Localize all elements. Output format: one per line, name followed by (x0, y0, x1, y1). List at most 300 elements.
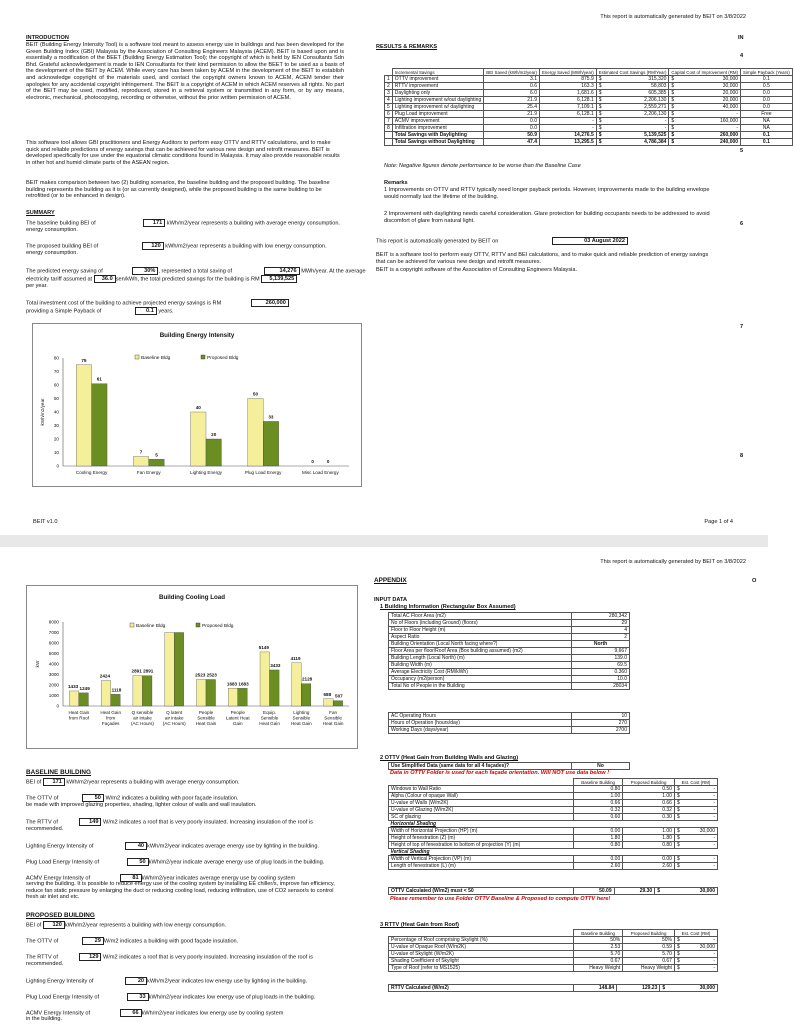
results-cell: $ (669, 76, 686, 83)
margin-label-o: O (752, 578, 757, 584)
table-row (389, 951, 718, 958)
x-tick-label: Equip. Sensible Heat Gain (259, 710, 280, 726)
bar (270, 670, 280, 706)
results-cell: 160,000 (686, 118, 740, 125)
results-cell: 30,000 (686, 83, 740, 90)
table-cell: 0.67 (623, 958, 675, 965)
y-tick-label: 0 (56, 463, 59, 469)
bar (263, 421, 278, 466)
building-info-value: 29 (572, 620, 630, 627)
results-cell: $ (669, 83, 686, 90)
table-cell: Alpha (Colour of opaque Wall) (389, 793, 574, 800)
table-cell: - (686, 958, 718, 965)
summary-saving: The predicted energy saving of 30% , represented a total saving of 14,276 MWh/year. At the average (26, 268, 366, 275)
results-cell (385, 132, 393, 139)
results-cell: $ (596, 83, 612, 90)
table-row (389, 944, 718, 951)
data-label: 0 (326, 459, 330, 464)
building-info-label: Total No of People in the Building (389, 683, 572, 690)
bar (292, 663, 302, 706)
building-info-label: Building Width (m) (389, 662, 572, 669)
ottv-table (388, 778, 718, 870)
table-cell: 0.66 (574, 800, 623, 807)
bar (76, 365, 91, 466)
section-3-title: 3 RTTV (Heat Gain from Roof) (380, 922, 459, 928)
y-tick-label: 10 (53, 450, 59, 456)
proposed-title: PROPOSED BUILDING (26, 912, 95, 919)
table-cell: $ (674, 835, 686, 842)
results-cell: 2,206,130 (612, 97, 669, 104)
results-cell: - (686, 111, 740, 118)
baseline-acmv-line2: serving the building. It is possible to reduce energy use of the cooling system by installing EE chiller/s, improve fan efficiency, reduce fan static pressure by enlarging the duct or reducing cooling load, reducing infiltration, use of CO2 sensor/s to control fresh air inlet and etc. (26, 881, 335, 901)
proposed-rttv-line2: recommended. (26, 961, 64, 967)
table-cell: $ (674, 965, 686, 972)
table-header: Est. Cost (RM) (674, 930, 717, 937)
simplified-data-table (388, 762, 630, 770)
operating-hours-label: Hours of Operation (hours/day) (389, 720, 572, 727)
table-cell: 50.09 (574, 888, 615, 895)
data-label: 40 (195, 405, 201, 410)
table-cell: SC of glazing (389, 814, 574, 821)
bar (196, 680, 206, 706)
table-cell: 1.80 (574, 835, 623, 842)
building-info-label: Total AC Floor Area (m2) (389, 613, 572, 620)
results-cell: $ (669, 118, 686, 125)
results-cell: 40,000 (686, 104, 740, 111)
table-cell: 5.70 (623, 951, 675, 958)
results-cell: 7 (385, 118, 393, 125)
table-cell: Shading Coefficient of Skylight (389, 958, 574, 965)
legend-swatch (196, 623, 200, 627)
legend-swatch (135, 355, 139, 359)
proposed-plug: Plug Load Energy Intensity of 33 kWh/m2/year indicates low energy use of plug loads in the building. (26, 994, 316, 1001)
results-cell: 0.1 (741, 76, 793, 83)
ottv-folder-note: Data in OTTV Folder is used for each façade orientation. Will NOT use data below ! (390, 770, 610, 776)
results-cell: Total Savings without Daylighting (392, 139, 483, 146)
x-tick-label: Plug Load Energy (244, 470, 282, 475)
table-row (389, 965, 718, 972)
generated-line: This report is automatically generated by BEIT on 03 August 2022 (376, 237, 628, 245)
table-cell: - (686, 800, 718, 807)
bar (133, 457, 148, 466)
table-cell: Width of Horizontal Projection (HP) (m) (389, 828, 574, 835)
table-cell: 50% (623, 937, 675, 944)
table-cell: $ (674, 800, 686, 807)
results-cell: $ (669, 90, 686, 97)
results-note: Note: Negative figures denote performance to be worse than the Baseline Case (384, 163, 581, 169)
x-tick-label: Fan Sensible Heat Gain (322, 710, 344, 726)
table-cell: 0.66 (623, 800, 675, 807)
baseline-ottv-box: 50 (82, 794, 104, 802)
table-cell: 30,000 (675, 985, 717, 992)
proposed-acmv-box: 66 (120, 1009, 142, 1017)
proposed-bei-value: 120 (142, 242, 164, 250)
table-cell: Length of fenestration (L) (m) (389, 863, 574, 870)
proposed-ottv-box: 29 (82, 937, 104, 945)
bar (324, 699, 334, 706)
table-cell: $ (674, 951, 686, 958)
table-row (389, 814, 718, 821)
table-header: Proposed Building (623, 930, 675, 937)
total-savings-value: 5,139,525 (261, 275, 297, 283)
results-cell: $ (596, 90, 612, 97)
results-cell: 240,000 (686, 139, 740, 146)
table-cell: - (686, 937, 718, 944)
table-row (389, 807, 718, 814)
building-info-value: 69.5 (572, 662, 630, 669)
x-tick-label: Cooling Energy (75, 470, 108, 475)
proposed-bei-box: 120 (43, 921, 65, 929)
results-cell: 5 (385, 104, 393, 111)
proposed-acmv: ACMV Energy Intensity of 66 kWh/m2/year indicates low energy use by cooling system (26, 1010, 284, 1017)
results-cell: Free (741, 111, 793, 118)
results-cell: 14,276.5 (540, 132, 597, 139)
ottv-remember-note: Please remember to use Folder OTTV Baseline & Proposed to compute OTTV here! (390, 896, 611, 902)
building-info-value: 10.0 (572, 676, 630, 683)
legend-label: Baseline Bldg (136, 624, 166, 629)
results-header: Simple Payback (Years) (741, 69, 793, 76)
table-header-row (389, 779, 718, 786)
table-row (389, 985, 718, 992)
table-row (389, 863, 718, 870)
rttv-calculated-table (388, 984, 718, 992)
bar (133, 676, 143, 706)
summary-proposed: The proposed building BEI of 120 kWh/m2/year represents a building with low energy consumption. (26, 243, 327, 250)
proposed-bei: BEI of 120 kWh/m2/year represents a building with low energy consumption. (26, 922, 227, 929)
table-cell: $ (674, 814, 686, 821)
results-cell: 21.9 (484, 97, 540, 104)
results-cell: 0.0 (741, 90, 793, 97)
table-cell: $ (674, 863, 686, 870)
y-tick-label: 4000 (48, 661, 59, 667)
table-cell: Heavy Weight (574, 965, 623, 972)
building-info-value: 2 (572, 634, 630, 641)
table-cell: $ (674, 937, 686, 944)
results-cell: 3 (385, 90, 393, 97)
payback-value: 0.1 (135, 307, 157, 315)
y-axis-label: kWh/m2/year (40, 398, 45, 426)
building-info-row (389, 676, 630, 683)
remark-1: 1 Improvements on OTTV and RTTV typically need longer payback periods. However, improvements made to the building envelope would normally last the lifetime of the building. (384, 187, 710, 200)
data-label: 5 (155, 452, 158, 458)
margin-label-4: 4 (740, 53, 744, 59)
results-cell: 6,128.1 (540, 111, 597, 118)
table-cell: 30,000 (672, 888, 718, 895)
bar (238, 688, 248, 706)
building-info-label: Building Orientation (Local North facing where?) (389, 641, 572, 648)
data-label: 2128 (301, 676, 313, 682)
saving-mwh-value: 14,276 (264, 267, 300, 275)
building-info-row (389, 641, 630, 648)
table-cell: 0.32 (574, 807, 623, 814)
intro-p1: BEIT (Building Energy Intensity Tool) is a software tool meant to assess energy use in buildings and has been developed for the Green Building Index (GBI) Malaysia by the Association of Consulting Engineers Malaysia (ACEM). BEIT is based upon and is essentially a modification of the BEET (Building Energy Estimation Tool); the copyright of which is held by IEN Consultants Sdn Bhd. Grateful acknowledgement is made to IEN Consultants for their kind permission to allow the BEET to be used as a basis of the development of the BEIT by ACEM. While every care has been taken by ACEM in the development of the BEIT to establish and acknowledge copyright of the materials used, and contact the copyright owners known to ACEM, ACEM tender their apologies for any accidental copyright infringement. The BEIT is a copyright of ACEM in which ACEM reserves all rights. No part of the BEIT may be used, modified, reproduced, stored in a retrieval system or transmitted in any form, or by any means, electronic, mechanical, photocopying, recording or otherwise, without the prior written permission of ACEM. (26, 42, 344, 101)
data-label: 61 (96, 376, 102, 382)
x-tick-label: People Latent Heat Gain (225, 710, 250, 726)
table-cell: U-value of Skylight (W/m2K) (389, 951, 574, 958)
results-cell: 6.0 (484, 90, 540, 97)
y-tick-label: 20 (53, 436, 59, 442)
legend-swatch (130, 623, 134, 627)
results-cell: 25.4 (484, 104, 540, 111)
building-info-row (389, 655, 630, 662)
building-info-row (389, 627, 630, 634)
x-tick-label: Q sensible air intake (AC Hours) (130, 710, 154, 726)
results-header: Incremental Savings (392, 69, 483, 76)
results-cell: Infiltration improvement (392, 125, 483, 132)
results-cell: 315,320 (612, 76, 669, 83)
data-label: 2891 (131, 668, 142, 674)
subheading: Vertical Shading (390, 849, 430, 855)
table-header: Baseline Building (574, 779, 623, 786)
building-info-label: Occupancy (m2/person) (389, 676, 572, 683)
table-cell: 50% (574, 937, 623, 944)
bar (149, 459, 164, 466)
y-tick-label: 8000 (48, 619, 59, 625)
building-info-value: North (572, 641, 630, 648)
building-info-value: 139.0 (572, 655, 630, 662)
table-row (389, 793, 718, 800)
table-row (389, 937, 718, 944)
page-2-header: This report is automatically generated by BEIT on 3/8/2022 (600, 559, 746, 565)
chart-title: Building Cooling Load (159, 594, 225, 601)
results-cell: - (540, 118, 597, 125)
table-cell: - (686, 786, 718, 793)
y-tick-label: 0 (56, 703, 59, 709)
results-row (385, 132, 793, 139)
data-label: 1118 (111, 687, 122, 693)
results-cell: - (686, 125, 740, 132)
results-cell: $ (596, 104, 612, 111)
table-cell: 0.59 (623, 944, 675, 951)
bar (92, 384, 107, 466)
bar (206, 439, 221, 466)
x-tick-label: Lighting Sensible Heat Gain (290, 710, 312, 726)
table-row (389, 856, 718, 863)
building-info-row (389, 683, 630, 690)
results-row (385, 90, 793, 97)
table-cell: 0.00 (623, 856, 675, 863)
summary-baseline: The baseline building BEI of 171 kWh/m2/year represents a building with average energy consumption. (26, 220, 340, 227)
results-cell: 13,295.5 (540, 139, 597, 146)
baseline-plug: Plug Load Energy Intensity of 50 kWh/m2/year indicate average energy use of plug loads in the building. (26, 859, 325, 866)
results-cell: Daylighting only (392, 90, 483, 97)
x-tick-label: Q latent air intake (AC Hours) (162, 710, 186, 726)
baseline-ottv-line2: be made with improved glazing properties, shading, lighter colour of walls and wall insulation. (26, 802, 257, 808)
building-info-table (388, 612, 630, 690)
table-cell: 2.60 (623, 863, 675, 870)
results-cell: 260,000 (686, 132, 740, 139)
table-cell: 0.00 (574, 856, 623, 863)
operating-hours-row (389, 720, 630, 727)
results-cell: $ (669, 125, 686, 132)
subheading: Horizontal Shading (390, 821, 437, 827)
saving-percent-value: 30% (132, 267, 158, 275)
table-cell: Heavy Weight (623, 965, 675, 972)
table-cell: $ (655, 888, 672, 895)
intro-title: INTRODUCTION (26, 35, 69, 41)
y-tick-label: 6000 (48, 640, 59, 646)
legend-label: Proposed Bldg (207, 356, 239, 361)
table-cell: - (686, 965, 718, 972)
results-cell: $ (596, 111, 612, 118)
results-cell: $ (669, 97, 686, 104)
cooling-load-chart-svg (27, 586, 357, 748)
table-cell: 30,000 (686, 828, 718, 835)
section-1-title: 1 Building Information (Rectangular Box Assumed) (380, 604, 516, 610)
margin-label-5: 5 (740, 148, 744, 154)
baseline-rttv: The RTTV of 149 W/m2 indicates a roof that is very poorly insulated. Increasing insulation of the roof is (26, 819, 313, 826)
bar (301, 684, 311, 706)
table-cell: 1.00 (623, 793, 675, 800)
operating-hours-value: 10 (572, 713, 630, 720)
y-tick-label: 30 (53, 423, 59, 429)
building-info-label: Floor Area per floor/Roof Area (Box building assumed) (m2) (389, 648, 572, 655)
simplified-label: Use Simplified Data (same data for all 4 façades)? (389, 763, 572, 770)
data-label: 3433 (270, 662, 281, 668)
results-title: RESULTS & REMARKS (376, 44, 438, 50)
results-cell: 58,803 (612, 83, 669, 90)
results-cell: $ (669, 139, 686, 146)
building-info-row (389, 669, 630, 676)
results-cell: 3.1 (484, 76, 540, 83)
results-cell: 6,128.1 (540, 97, 597, 104)
page-1-header: This report is automatically generated by BEIT on 3/8/2022 (600, 14, 746, 20)
legend-label: Baseline Bldg (141, 356, 171, 361)
results-cell: RTTV improvement (392, 83, 483, 90)
results-cell: Total Savings with Daylighting (392, 132, 483, 139)
summary-tariff: electricity tariff assumed at 36.0 sen/kWh, the total predicted savings for the building is RM 5,139,525 (26, 275, 297, 283)
data-label: 2523 (206, 672, 217, 678)
data-label: 1433 (68, 683, 79, 689)
table-cell: 0.80 (574, 786, 623, 793)
building-info-value: 0.360 (572, 669, 630, 676)
table-cell: 0.32 (623, 807, 675, 814)
building-info-row (389, 634, 630, 641)
results-row (385, 104, 793, 111)
building-info-label: Aspect Ratio (389, 634, 572, 641)
bar (142, 676, 152, 706)
results-header-blank (385, 69, 393, 76)
table-cell: 2.60 (574, 863, 623, 870)
data-label: 2424 (99, 673, 111, 679)
results-cell: $ (596, 76, 612, 83)
margin-label-6: 6 (740, 221, 744, 227)
baseline-ottv: The OTTV of 50 W/m2 indicates a building with poor façade insulation. (26, 795, 239, 802)
table-cell: 0.80 (623, 842, 675, 849)
bar (191, 412, 206, 466)
results-row (385, 83, 793, 90)
results-cell: 20,000 (686, 90, 740, 97)
results-header-row (385, 69, 793, 76)
page-1-footer-left: BEIT v1.0 (33, 519, 58, 525)
generated-date: 03 August 2022 (552, 237, 628, 245)
table-cell: - (686, 814, 718, 821)
results-cell: 2,559,271 (612, 104, 669, 111)
input-data-title: INPUT DATA (374, 597, 408, 603)
table-cell: $ (674, 793, 686, 800)
bar (228, 688, 238, 706)
intro-p3: BEIT makes comparison between two (2) building scenarios, the baseline building and the proposed building. The baseline building represents the building as it is (or as currently designed), while the proposed building is the same building to be retrofitted (or to be enhanced in design). (26, 180, 330, 200)
data-label: 0 (311, 459, 314, 464)
results-cell: 7,109.1 (540, 104, 597, 111)
x-tick-label: Fan Energy (136, 470, 161, 475)
results-cell: 4 (385, 97, 393, 104)
table-header: Est. Cost (RM) (674, 779, 717, 786)
proposed-lighting: Lighting Energy Intensity of 20 kWh/m2/year indicates low energy use by lighting in the building. (26, 978, 308, 985)
page-separator (0, 535, 768, 547)
bar (174, 633, 184, 707)
y-tick-label: 50 (53, 396, 59, 402)
energy-intensity-chart (32, 323, 362, 487)
building-info-row (389, 613, 630, 620)
table-cell: 0.50 (623, 786, 675, 793)
table-cell: Windows to Wall Ratio (389, 786, 574, 793)
operating-hours-label: AC Operating Hours (389, 713, 572, 720)
table-cell: 5.70 (574, 951, 623, 958)
table-cell: $ (674, 944, 686, 951)
table-cell: OTTV Calculated (W/m2) must < 50 (389, 888, 574, 895)
baseline-acmv: ACMV Energy Intensity of 81 kWh/m2/year indicates average energy use by cooling system (26, 875, 296, 882)
results-cell: $ (596, 118, 612, 125)
data-label: 2523 (195, 672, 206, 678)
table-cell: - (686, 835, 718, 842)
ottv-calculated-table (388, 887, 718, 895)
appendix-title: APPENDIX (374, 577, 407, 584)
proposed-rttv: The RTTV of 129 W/m2 indicates a roof that is very poorly insulated. Increasing insulation of the roof is (26, 954, 313, 961)
building-info-label: Average Electricity Cost (RM/kWh) (389, 669, 572, 676)
baseline-bei-box: 171 (43, 778, 65, 786)
y-tick-label: 7000 (48, 630, 59, 636)
table-row (389, 786, 718, 793)
building-info-row (389, 648, 630, 655)
bar (101, 681, 111, 706)
data-label: 50 (252, 391, 259, 397)
results-cell: 0.1 (741, 139, 793, 146)
building-info-value: 28034 (572, 683, 630, 690)
bar (69, 691, 79, 706)
data-label: 507 (335, 693, 343, 699)
table-cell: - (686, 793, 718, 800)
data-label: 7 (139, 449, 143, 455)
results-cell: 30,000 (686, 76, 740, 83)
table-cell: 0.60 (574, 814, 623, 821)
remark-2: 2 Improvement with daylighting needs careful consideration. Glare protection for building occupants needs to be addressed to avoid discomfort of glare from natural light. (384, 211, 710, 224)
results-row (385, 139, 793, 146)
summary-payback: providing a Simple Payback of 0.1 years. (26, 308, 174, 315)
table-cell: - (686, 863, 718, 870)
results-row (385, 76, 793, 83)
data-label: 1683 (238, 681, 249, 687)
table-cell: 0.80 (574, 842, 623, 849)
bar (79, 693, 89, 706)
table-cell: Height of fenestration (Z) (m) (389, 835, 574, 842)
baseline-bei: BEI of 171 kWh/m2/year represents a building with average energy consumption. (26, 779, 240, 786)
operating-hours-row (389, 727, 630, 734)
summary-proposed-line2: energy consumption. (26, 250, 78, 256)
table-cell: Percentage of Roof comprising Skylight (%) (389, 937, 574, 944)
table-cell: 2.53 (574, 944, 623, 951)
intro-p2: This software tool allows GBI practitioners and Energy Auditors to perform easy OTTV and RTTV calculations, and to make quick and reliable predictions of energy savings that can be achieved for various new design and retrofit measures. BEIT is developed specifically for use under the equatorial climatic conditions found in Malaysia. It may also provide reasonable results in other hot and humid climate parts of the ASEAN region. (26, 140, 340, 166)
y-tick-label: 3000 (48, 672, 59, 678)
cooling-load-chart (26, 585, 358, 749)
table-row (389, 958, 718, 965)
x-tick-label: Heat Gain from Roof (68, 710, 90, 721)
subheading-row (389, 849, 718, 856)
results-cell: 2,206,130 (612, 111, 669, 118)
operating-hours-value: 270 (572, 720, 630, 727)
baseline-bei-value: 171 (143, 219, 165, 227)
bar (111, 694, 121, 706)
